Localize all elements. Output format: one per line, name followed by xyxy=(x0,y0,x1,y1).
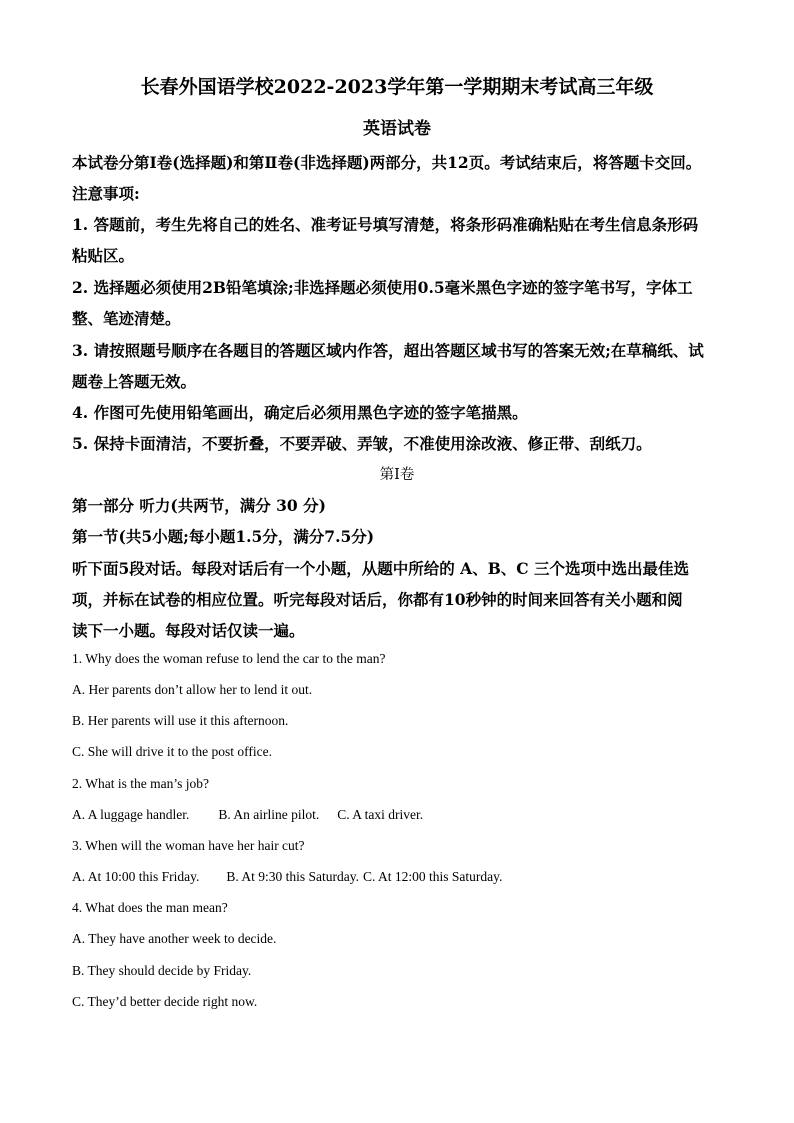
volume-label: 第Ⅰ卷 xyxy=(379,467,415,483)
question-2-option-b: B. An airline pilot. xyxy=(218,807,320,822)
question-3-option-a: A. At 10:00 this Friday. xyxy=(72,869,200,884)
intro-text: 本试卷分第Ⅰ卷(选择题)和第Ⅱ卷(非选择题)两部分，共12页。考试结束后，将答题卡交回。 xyxy=(72,153,702,172)
question-3-option-c: C. At 12:00 this Saturday. xyxy=(363,869,503,884)
question-1-option-b: B. Her parents will use it this afternoon. xyxy=(72,713,289,728)
exam-subtitle: 英语试卷 xyxy=(363,119,431,139)
note-line: 1. 答题前，考生先将自己的姓名、准考证号填写清楚，将条形码准确粘贴在考生信息条形码 xyxy=(72,215,699,234)
notes-title: 注意事项: xyxy=(72,184,140,203)
question-1-stem: 1. Why does the woman refuse to lend the car to the man? xyxy=(72,651,386,666)
question-1-option-c: C. She will drive it to the post office. xyxy=(72,744,272,759)
question-2-option-a: A. A luggage handler. xyxy=(72,807,190,822)
question-4-option-a: A. They have another week to decide. xyxy=(72,931,277,946)
instruction-line: 听下面5段对话。每段对话后有一个小题，从题中所给的 A、B、C 三个选项中选出最佳选 xyxy=(72,559,690,578)
note-line: 5. 保持卡面清洁，不要折叠，不要弄破、弄皱，不准使用涂改液、修正带、刮纸刀。 xyxy=(72,434,652,453)
question-3-stem: 3. When will the woman have her hair cut? xyxy=(72,838,305,853)
question-3-options xyxy=(72,869,502,885)
note-line: 2. 选择题必须使用2B铅笔填涂;非选择题必须使用0.5毫米黑色字迹的签字笔书写，字体工 xyxy=(72,278,693,297)
exam-title: 长春外国语学校2022-2023学年第一学期期末考试高三年级 xyxy=(140,76,654,98)
note-line: 题卷上答题无效。 xyxy=(72,372,197,391)
note-line: 整、笔迹清楚。 xyxy=(72,309,181,328)
question-2-stem: 2. What is the man’s job? xyxy=(72,776,209,791)
question-2-options xyxy=(72,807,423,823)
question-1-option-a: A. Her parents don’t allow her to lend it out. xyxy=(72,682,313,697)
section1-title: 第一节(共5小题;每小题1.5分，满分7.5分) xyxy=(72,527,375,546)
question-2-option-c: C. A taxi driver. xyxy=(337,807,424,822)
instruction-line: 项，并标在试卷的相应位置。听完每段对话后，你都有10秒钟的时间来回答有关小题和阅 xyxy=(72,590,683,609)
note-line: 3. 请按照题号顺序在各题目的答题区域内作答，超出答题区域书写的答案无效;在草稿纸、试 xyxy=(72,341,704,360)
question-4-option-b: B. They should decide by Friday. xyxy=(72,963,252,978)
instruction-line: 读下一小题。每段对话仅读一遍。 xyxy=(72,621,305,640)
part1-title: 第一部分 听力(共两节，满分 30 分) xyxy=(72,496,326,515)
note-line: 粘贴区。 xyxy=(72,246,135,265)
question-3-option-b: B. At 9:30 this Saturday. xyxy=(226,869,360,884)
question-4-option-c: C. They’d better decide right now. xyxy=(72,994,258,1009)
note-line: 4. 作图可先使用铅笔画出，确定后必须用黑色字迹的签字笔描黑。 xyxy=(72,403,528,422)
question-4-stem: 4. What does the man mean? xyxy=(72,900,228,915)
